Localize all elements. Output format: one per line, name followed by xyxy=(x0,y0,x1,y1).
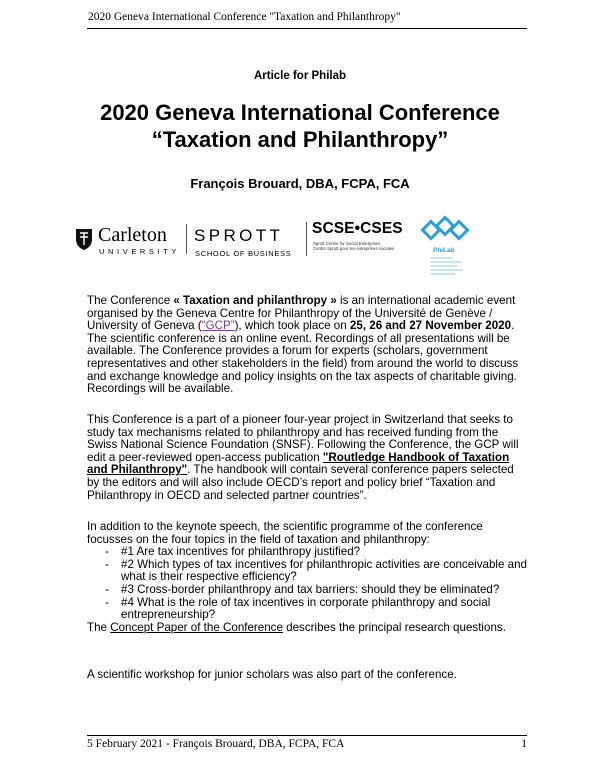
page-footer xyxy=(87,738,527,750)
title-line-1: 2020 Geneva International Conference xyxy=(100,100,500,125)
conference-dates: 25, 26 and 27 November 2020 xyxy=(349,319,512,333)
topics-list xyxy=(87,546,527,622)
para1-text: . The scientific conference is an online event. Recordings of all presentations will be available. The Conference provides a forum for experts (scholars, government representatives and other stakeholders in the field) from around the world to discuss and exchange knowledge and policy insights on the tax aspects of charitable giving. Recordings will be available. xyxy=(87,319,519,396)
scse-name: SCSE•CSES xyxy=(312,220,403,237)
concept-paper-link[interactable]: Concept Paper of the Conference xyxy=(110,620,283,634)
logo-divider xyxy=(306,222,307,256)
scse-tagline-1: Sprott Centre for Social Enterprises xyxy=(313,241,381,246)
author: François Brouard, DBA, FCPA, FCA xyxy=(190,176,410,191)
sprott-sub: SCHOOL OF BUSINESS xyxy=(195,249,292,258)
list-item xyxy=(87,597,527,622)
header-rule xyxy=(87,28,527,29)
page-title xyxy=(0,99,600,153)
list-dash: - xyxy=(105,582,109,596)
concept-text: describes the principal research questions. xyxy=(282,620,506,634)
para2-text: . The handbook will contain several conference papers selected by the editors and will also include OECD’s report and policy brief “Taxation and Philanthropy in OECD and selected partner countries”. xyxy=(87,463,514,502)
sprott-name: SPROTT xyxy=(194,226,284,245)
topic-3: #3 Cross-border philanthropy and tax barriers: should they be eliminated? xyxy=(121,582,500,596)
scse-tagline-2: Centre Sprott pour les entreprises sociales xyxy=(313,246,395,251)
running-header: 2020 Geneva International Conference "Taxation and Philanthropy" xyxy=(88,11,401,23)
scse-logo xyxy=(312,220,432,260)
logos-strip xyxy=(72,214,532,284)
article-label: Article for Philab xyxy=(253,70,347,82)
list-dash: - xyxy=(105,545,109,559)
scse-tagline xyxy=(313,241,394,251)
paragraph-programme xyxy=(87,521,527,634)
gcp-link[interactable]: “GCP” xyxy=(201,319,235,333)
conference-name: « Taxation and philanthropy » xyxy=(173,294,337,307)
list-item xyxy=(87,559,527,584)
para1-text: is an international academic event organised by the Geneva Centre for Philanthropy of the Université de Genève / University of Geneva ( xyxy=(87,294,516,333)
paragraph-intro xyxy=(87,295,527,396)
philab-mark-icon xyxy=(421,214,469,246)
para1-text: ), which took place on xyxy=(234,319,350,333)
programme-intro: In addition to the keynote speech, the scientific programme of the conference focusses on the four topics in the field of taxation and philanthropy: xyxy=(87,520,483,546)
carleton-name: Carleton xyxy=(98,224,167,246)
handbook-title[interactable]: "Routledge Handbook of Taxation and Philanthropy" xyxy=(87,450,510,477)
topic-1: #1 Are tax incentives for philanthropy justified? xyxy=(121,545,361,559)
topic-2: #2 Which types of tax incentives for philanthropic activities are conceivable and what is their respective efficiency? xyxy=(121,557,527,584)
carleton-crest-icon xyxy=(74,227,94,251)
concept-text: The xyxy=(87,620,111,634)
title-line-2: “Taxation and Philanthropy” xyxy=(151,127,449,152)
philab-logo xyxy=(417,214,483,280)
sprott-logo xyxy=(194,224,306,264)
carleton-sub: UNIVERSITY xyxy=(99,247,181,256)
page-number: 1 xyxy=(521,738,527,750)
list-dash: - xyxy=(105,595,109,609)
philab-tagline-icon xyxy=(431,256,467,280)
carleton-logo xyxy=(72,224,184,264)
logo-divider xyxy=(186,224,187,254)
paragraph-workshop: A scientific workshop for junior scholars was also part of the conference. xyxy=(87,668,457,681)
list-dash: - xyxy=(105,557,109,571)
para2-text: This Conference is a part of a pioneer four-year project in Switzerland that seeks to study tax mechanisms related to philanthropy and has received funding from the Swiss National Science Foundation (SNSF). Following the Conference, the GCP will edit a peer-reviewed open-access publication xyxy=(87,413,519,464)
para1-text: The Conference xyxy=(87,294,174,307)
topic-4: #4 What is the role of tax incentives in corporate philanthropy and social entrepreneurship? xyxy=(121,595,491,622)
paragraph-project xyxy=(87,414,527,502)
footer-rule xyxy=(87,735,527,736)
philab-name: PhiLab xyxy=(433,247,455,254)
footer-text: 5 February 2021 - François Brouard, DBA, FCPA, FCA xyxy=(87,738,345,750)
